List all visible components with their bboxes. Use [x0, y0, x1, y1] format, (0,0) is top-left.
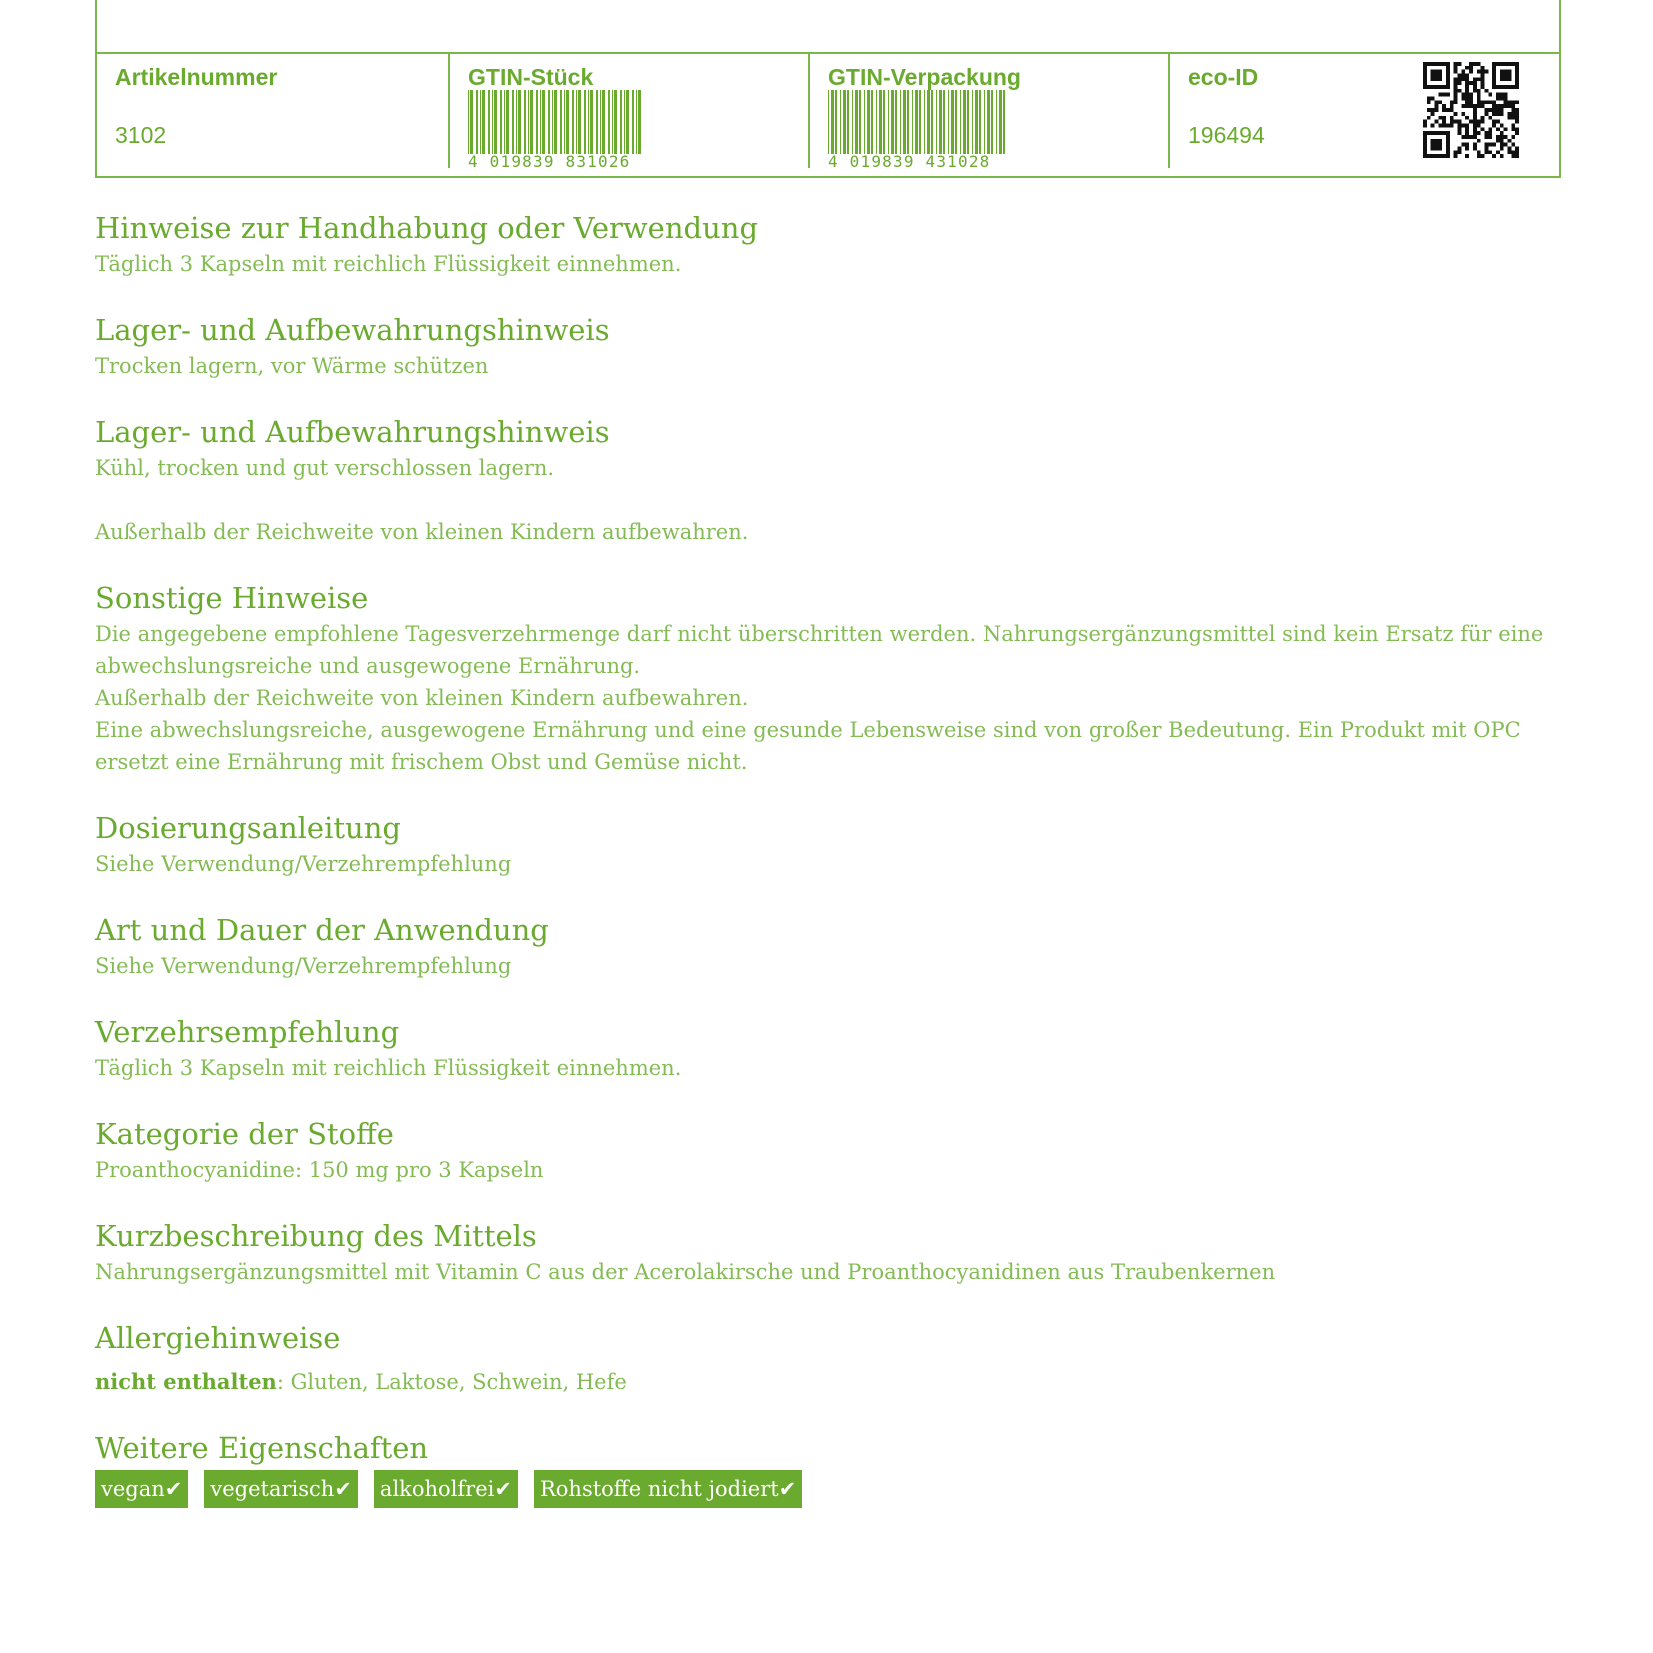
allergy-text	[95, 1366, 1565, 1398]
tag-not-iodized: Rohstoffe nicht jodiert✔	[534, 1470, 802, 1508]
section-title: Dosierungsanleitung	[95, 811, 401, 845]
section-text: Täglich 3 Kapseln mit reichlich Flüssigkeit einnehmen.	[95, 1056, 682, 1080]
section-properties	[95, 1428, 1565, 1508]
section-text: Außerhalb der Reichweite von kleinen Kindern aufbewahren.	[95, 686, 749, 710]
section-text: Die angegebene empfohlene Tagesverzehrmenge darf nicht überschritten werden. Nahrungsergänzungsmittel sind kein Ersatz für eine abwechslungsreiche und ausgewogene Ernährung.	[95, 622, 1544, 678]
section-title: Verzehrsempfehlung	[95, 1015, 400, 1049]
section-text: Nahrungsergänzungsmittel mit Vitamin C aus der Acerolakirsche und Proanthocyanidinen aus Traubenkernen	[95, 1260, 1276, 1284]
gtin-package-barcode	[828, 90, 1006, 170]
allergy-label: nicht enthalten	[95, 1369, 277, 1394]
gtin-package-label: GTIN-Verpackung	[828, 64, 1021, 90]
section-application	[95, 910, 1565, 982]
section-text: Siehe Verwendung/Verzehrempfehlung	[95, 954, 512, 978]
section-title: Allergiehinweise	[95, 1321, 341, 1355]
section-title: Art und Dauer der Anwendung	[95, 913, 549, 947]
section-handling	[95, 208, 1565, 280]
section-title: Hinweise zur Handhabung oder Verwendung	[95, 211, 759, 245]
eco-id-cell	[1170, 54, 1559, 174]
section-title: Weitere Eigenschaften	[95, 1431, 429, 1465]
section-text: Siehe Verwendung/Verzehrempfehlung	[95, 852, 512, 876]
section-title: Lager- und Aufbewahrungshinweis	[95, 415, 610, 449]
section-other-notes	[95, 578, 1565, 778]
qr-code-icon[interactable]	[1423, 62, 1519, 158]
tag-vegetarian: vegetarisch✔	[204, 1470, 358, 1508]
gtin-package-cell	[810, 54, 1170, 174]
gtin-piece-digits: 4 019839 831026	[468, 154, 646, 170]
tag-alcohol-free: alkoholfrei✔	[374, 1470, 518, 1508]
section-allergy	[95, 1318, 1565, 1398]
section-title: Sonstige Hinweise	[95, 581, 369, 615]
section-recommendation	[95, 1012, 1565, 1084]
section-text: Außerhalb der Reichweite von kleinen Kindern aufbewahren.	[95, 520, 749, 544]
tag-vegan: vegan✔	[95, 1470, 188, 1508]
section-title: Lager- und Aufbewahrungshinweis	[95, 313, 610, 347]
property-tags	[95, 1470, 1565, 1508]
section-dosage	[95, 808, 1565, 880]
article-number-cell	[97, 54, 450, 174]
product-details	[95, 208, 1565, 1538]
section-text: Proanthocyanidine: 150 mg pro 3 Kapseln	[95, 1158, 544, 1182]
section-storage	[95, 310, 1565, 382]
section-category	[95, 1114, 1565, 1186]
section-title: Kurzbeschreibung des Mittels	[95, 1219, 537, 1253]
section-text: Eine abwechslungsreiche, ausgewogene Ernährung und eine gesunde Lebensweise sind von großer Bedeutung. Ein Produkt mit OPC ersetzt eine Ernährung mit frischem Obst und Gemüse nicht.	[95, 718, 1521, 774]
section-title: Kategorie der Stoffe	[95, 1117, 394, 1151]
section-text: Täglich 3 Kapseln mit reichlich Flüssigkeit einnehmen.	[95, 252, 682, 276]
section-short-description	[95, 1216, 1565, 1288]
section-storage-2	[95, 412, 1565, 548]
section-text: Trocken lagern, vor Wärme schützen	[95, 354, 489, 378]
section-text: Kühl, trocken und gut verschlossen lagern.	[95, 456, 555, 480]
gtin-piece-label: GTIN-Stück	[468, 64, 594, 90]
article-number-value: 3102	[115, 122, 167, 148]
allergy-list: : Gluten, Laktose, Schwein, Hefe	[276, 1370, 627, 1394]
info-row	[97, 54, 1559, 174]
eco-id-label: eco-ID	[1188, 64, 1259, 90]
eco-id-value: 196494	[1188, 122, 1265, 148]
table-top-strip	[97, 0, 1559, 54]
gtin-package-digits: 4 019839 431028	[828, 154, 1006, 170]
article-number-label: Artikelnummer	[115, 64, 278, 90]
product-info-table	[95, 0, 1561, 178]
gtin-piece-cell	[450, 54, 810, 174]
gtin-piece-barcode	[468, 90, 646, 170]
